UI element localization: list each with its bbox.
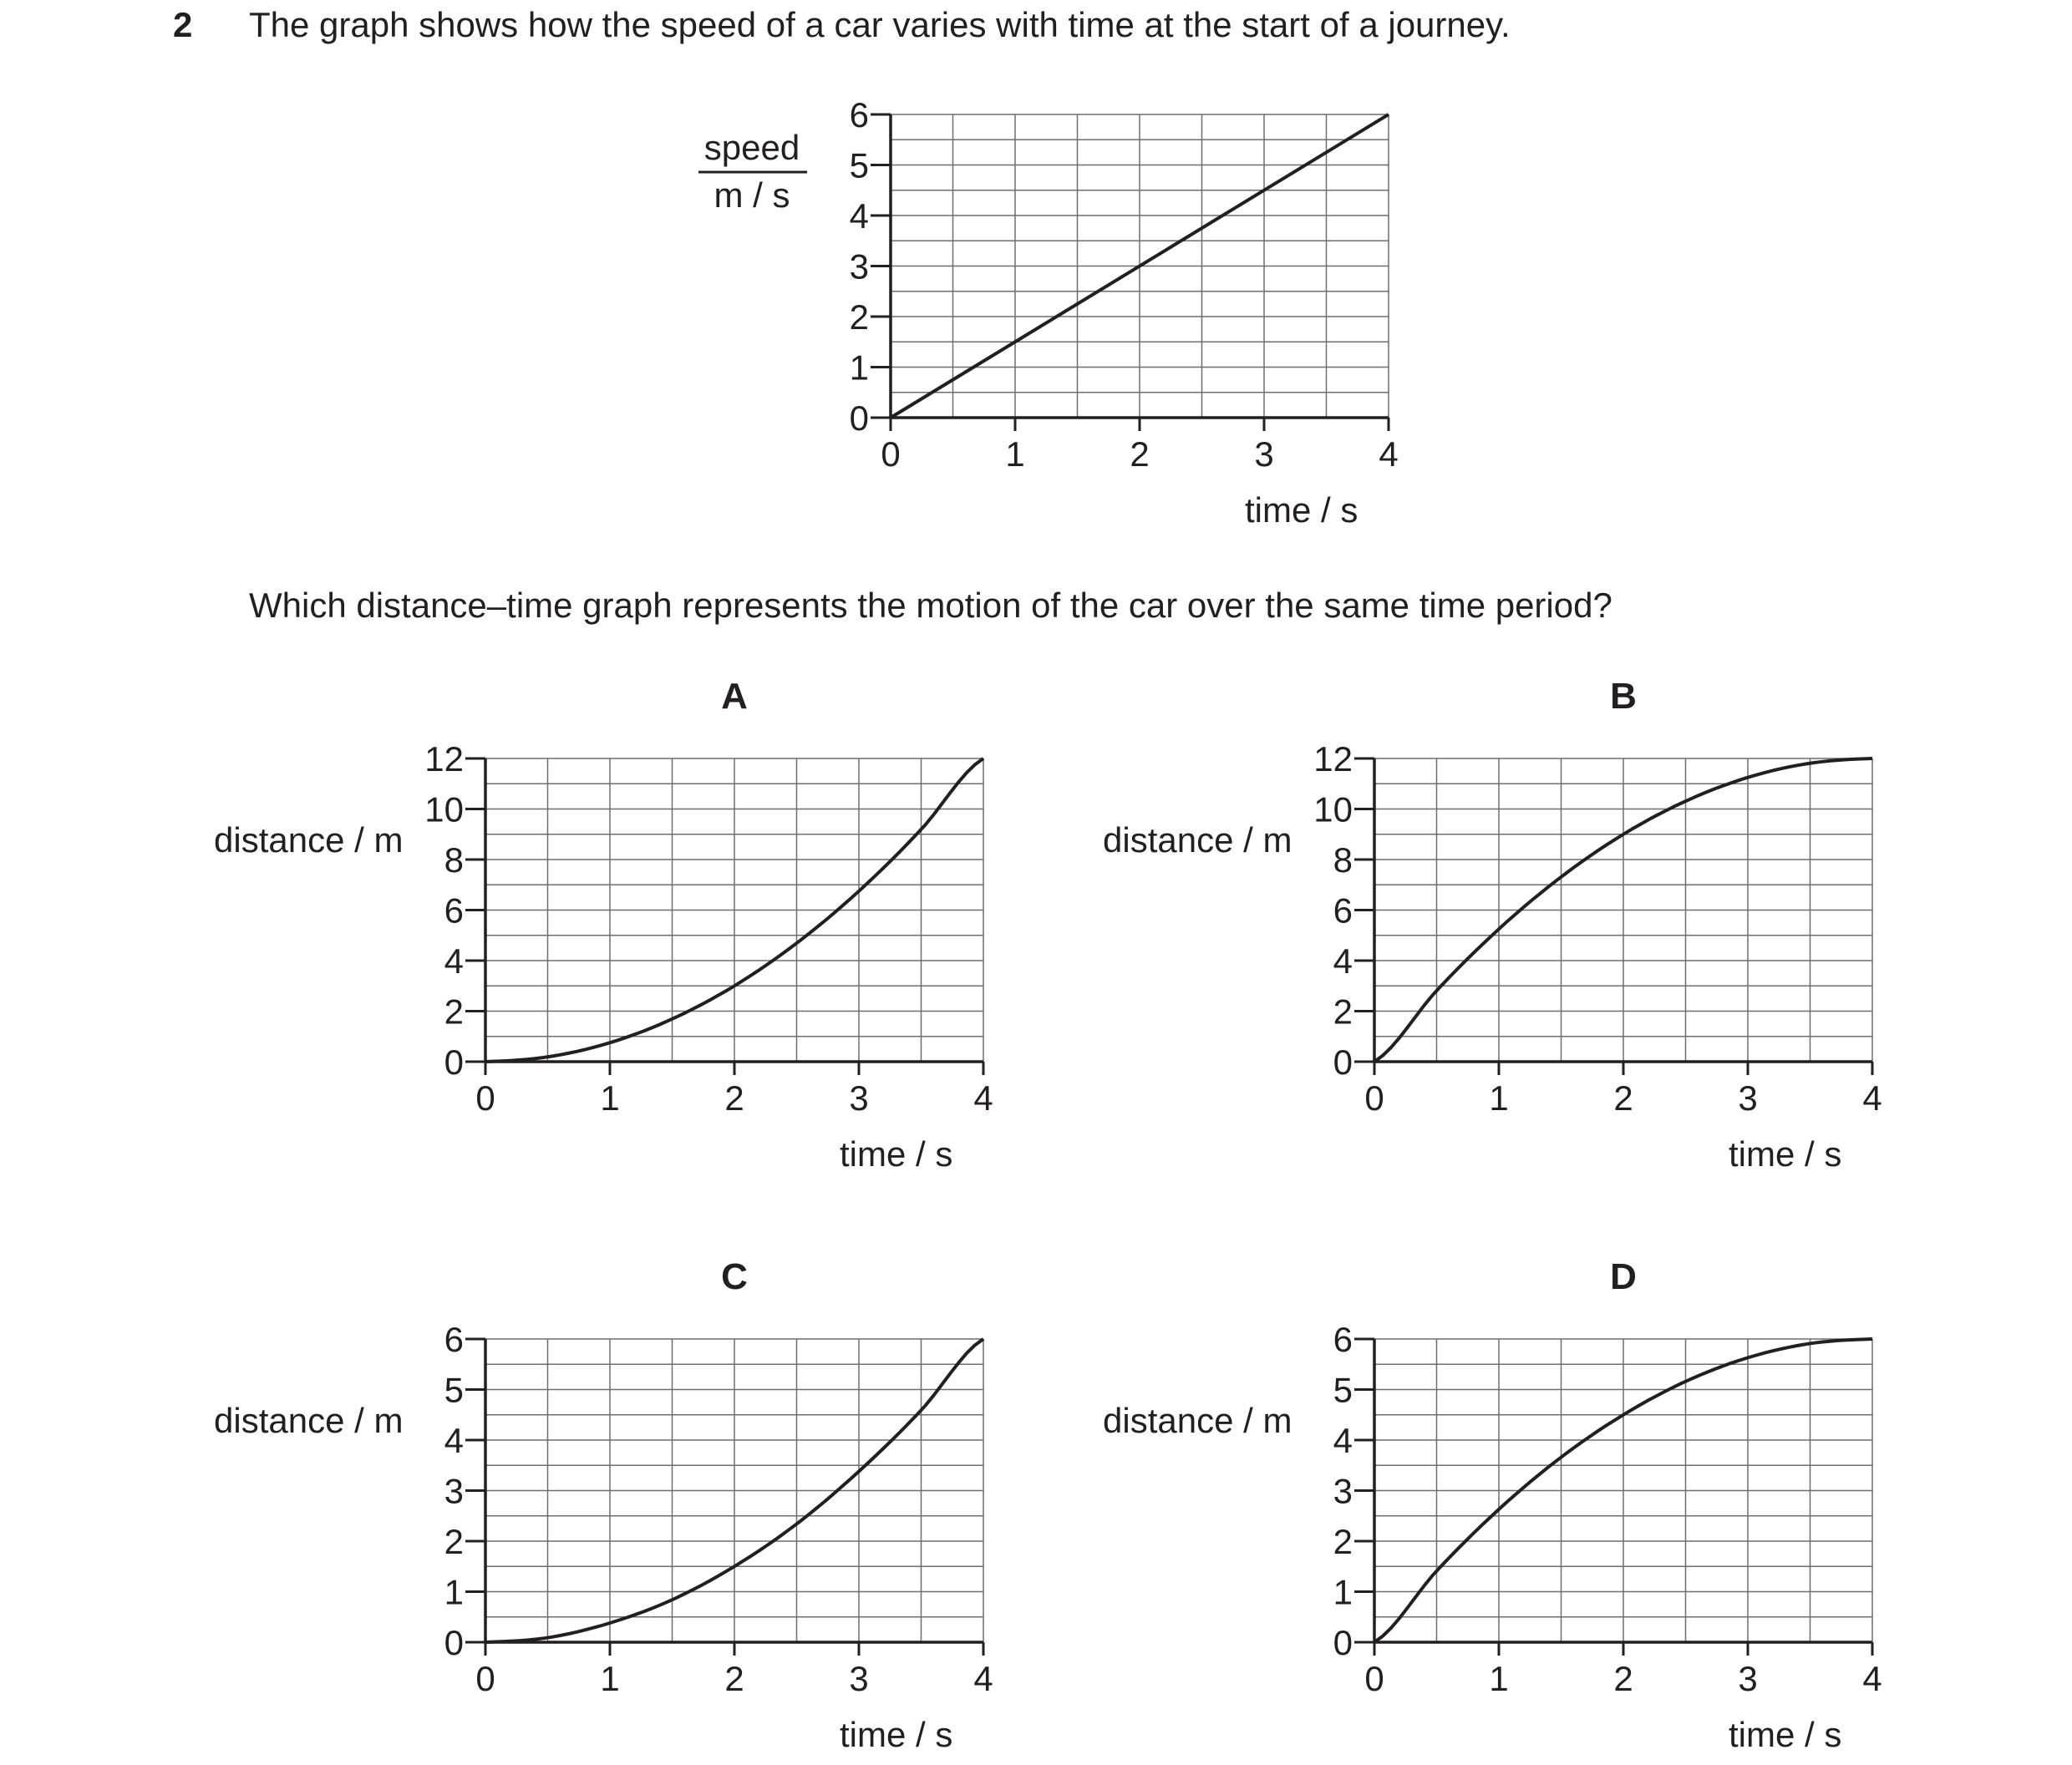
x-axis-label: time / s (1729, 1715, 1842, 1754)
chart-d (1103, 1256, 1882, 1754)
y-axis-label: distance / m (214, 1401, 404, 1440)
panel-label: D (1610, 1256, 1637, 1297)
x-tick-label: 3 (1738, 1659, 1758, 1698)
y-tick-label: 12 (424, 739, 464, 779)
panel-label: B (1610, 676, 1637, 717)
question-number: 2 (173, 5, 193, 44)
charts (214, 95, 1882, 1754)
x-tick-label: 1 (1005, 434, 1025, 474)
x-tick-label: 4 (1862, 1659, 1882, 1698)
y-tick-label: 3 (1333, 1471, 1353, 1511)
x-tick-label: 1 (1489, 1659, 1509, 1698)
y-tick-label: 0 (1333, 1623, 1353, 1662)
chart-speed (698, 95, 1399, 530)
y-tick-label: 2 (444, 1522, 464, 1561)
x-tick-label: 4 (1862, 1078, 1882, 1118)
x-tick-label: 3 (849, 1078, 869, 1118)
y-tick-label: 4 (849, 196, 869, 236)
y-tick-label: 6 (444, 1320, 464, 1359)
y-tick-label: 3 (444, 1471, 464, 1511)
y-tick-label: 1 (1333, 1572, 1353, 1612)
y-tick-label: 12 (1313, 739, 1353, 779)
panel-label: C (721, 1256, 748, 1297)
y-tick-label: 0 (849, 398, 869, 438)
y-tick-label: 1 (849, 347, 869, 388)
y-tick-label: 10 (424, 789, 464, 829)
y-axis-label-bottom: m / s (714, 175, 790, 215)
y-tick-label: 2 (444, 992, 464, 1032)
y-tick-label: 6 (849, 95, 869, 134)
chart-a (214, 676, 993, 1174)
y-tick-label: 3 (849, 246, 869, 287)
y-axis-label: distance / m (1103, 820, 1292, 860)
x-tick-label: 1 (600, 1659, 620, 1698)
x-tick-label: 3 (1738, 1078, 1758, 1118)
y-tick-label: 4 (1333, 1421, 1353, 1460)
x-axis-label: time / s (1245, 490, 1358, 530)
x-tick-label: 4 (973, 1659, 993, 1698)
y-tick-label: 6 (1333, 1320, 1353, 1359)
y-tick-label: 5 (1333, 1370, 1353, 1410)
y-tick-label: 6 (444, 890, 464, 931)
y-tick-label: 5 (849, 145, 869, 185)
question-prompt: Which distance–time graph represents the motion of the car over the same time period? (249, 586, 1612, 625)
question-stem: The graph shows how the speed of a car varies with time at the start of a journey. (249, 5, 1511, 44)
y-tick-label: 2 (849, 297, 869, 337)
y-tick-label: 8 (444, 840, 464, 880)
x-tick-label: 2 (1613, 1078, 1633, 1118)
y-tick-label: 5 (444, 1370, 464, 1410)
y-axis-label: distance / m (214, 820, 404, 860)
y-tick-label: 0 (1333, 1042, 1353, 1082)
y-tick-label: 4 (1333, 941, 1353, 981)
y-tick-label: 2 (1333, 992, 1353, 1032)
x-tick-label: 3 (1254, 434, 1274, 474)
x-tick-label: 2 (1130, 434, 1150, 474)
y-tick-label: 2 (1333, 1522, 1353, 1561)
x-tick-label: 0 (475, 1659, 495, 1698)
y-tick-label: 0 (444, 1623, 464, 1662)
chart-c (214, 1256, 993, 1754)
y-axis-label-top: speed (703, 128, 800, 167)
y-tick-label: 4 (444, 941, 464, 981)
x-tick-label: 2 (1613, 1659, 1633, 1698)
y-tick-label: 6 (1333, 890, 1353, 931)
x-tick-label: 0 (881, 434, 901, 474)
x-tick-label: 1 (1489, 1078, 1509, 1118)
x-tick-label: 4 (1379, 434, 1399, 474)
panel-label: A (721, 676, 748, 717)
y-tick-label: 0 (444, 1042, 464, 1082)
x-tick-label: 0 (475, 1078, 495, 1118)
x-tick-label: 0 (1364, 1659, 1384, 1698)
x-tick-label: 4 (973, 1078, 993, 1118)
y-axis-label: distance / m (1103, 1401, 1292, 1440)
y-tick-label: 4 (444, 1421, 464, 1460)
x-tick-label: 2 (724, 1659, 744, 1698)
x-tick-label: 0 (1364, 1078, 1384, 1118)
y-tick-label: 8 (1333, 840, 1353, 880)
x-axis-label: time / s (1729, 1134, 1842, 1174)
x-axis-label: time / s (840, 1715, 953, 1754)
x-tick-label: 3 (849, 1659, 869, 1698)
x-tick-label: 2 (724, 1078, 744, 1118)
y-tick-label: 10 (1313, 789, 1353, 829)
x-axis-label: time / s (840, 1134, 953, 1174)
chart-b (1103, 676, 1882, 1174)
x-tick-label: 1 (600, 1078, 620, 1118)
y-tick-label: 1 (444, 1572, 464, 1612)
